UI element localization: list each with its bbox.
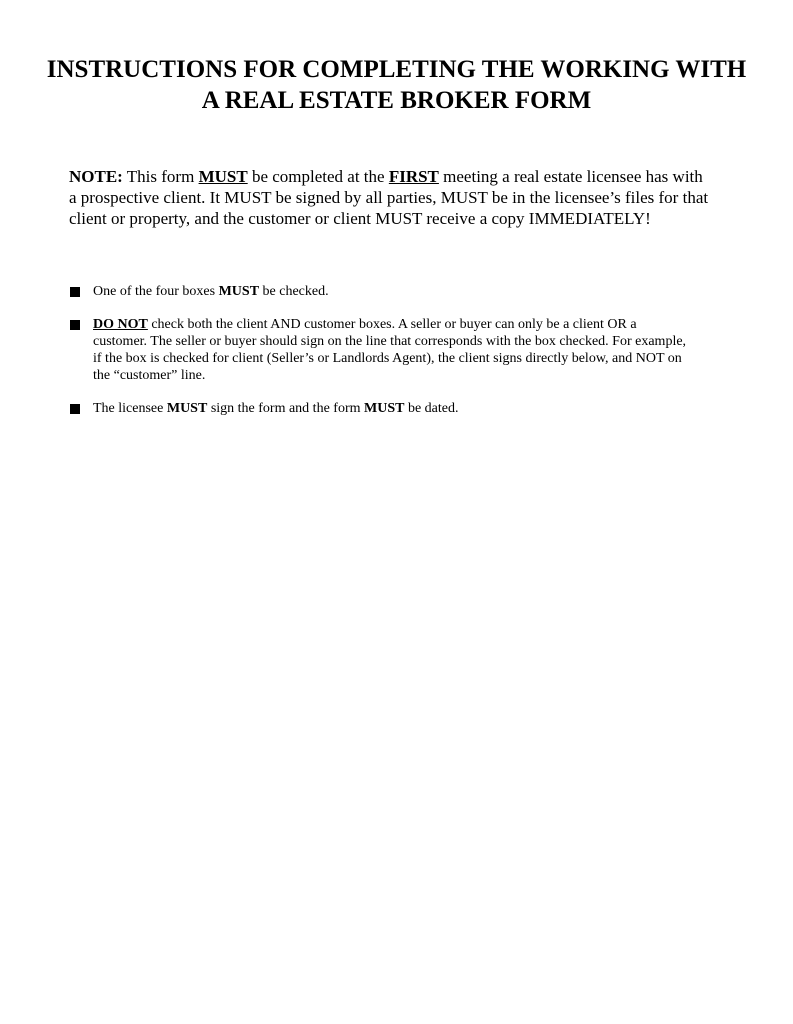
note-text-1: This form [122, 167, 199, 186]
note-line-1 [69, 166, 759, 187]
must-emphasis: MUST [218, 284, 260, 299]
instruction-line: the “customer” line. [93, 368, 206, 383]
instruction-text: One of the four boxes [93, 284, 219, 299]
instruction-text: be dated. [404, 401, 459, 416]
must-emphasis: MUST [364, 401, 405, 416]
note-paragraph [69, 166, 759, 229]
instruction-item-boxes [69, 283, 759, 300]
instruction-item-do-not [69, 316, 759, 384]
title-line-2: A REAL ESTATE BROKER FORM [201, 87, 592, 114]
page-title [10, 54, 783, 116]
instruction-text: sign the form and the form [207, 401, 364, 416]
instruction-line: if the box is checked for client (Seller’s or Landlords Agent), the client signs directly below, and NOT on [93, 351, 682, 366]
instruction-text: check both the client AND customer boxes. A seller or buyer can only be a client OR a [147, 317, 637, 332]
instruction-line [93, 400, 759, 417]
instruction-item-sign-date [69, 400, 759, 417]
do-not-emphasis: DO NOT [93, 317, 148, 332]
instruction-text: be checked. [259, 284, 329, 299]
instruction-line: customer. The seller or buyer should sign on the line that corresponds with the box checked. For example, [93, 334, 687, 349]
note-must-emphasis: MUST [198, 167, 248, 186]
note-label: NOTE: [69, 167, 123, 186]
instruction-line [93, 316, 759, 333]
instruction-text: The licensee [93, 401, 167, 416]
instruction-line [93, 283, 759, 300]
must-emphasis: MUST [166, 401, 208, 416]
square-bullet-icon [70, 287, 80, 297]
note-text-3: meeting a real estate licensee has with [438, 167, 703, 186]
instruction-list [69, 283, 759, 417]
square-bullet-icon [70, 320, 80, 330]
note-first-emphasis: FIRST [388, 167, 439, 186]
note-text-2: be completed at the [247, 167, 389, 186]
note-line-2: a prospective client. It MUST be signed by all parties, MUST be in the licensee’s files for that [69, 188, 709, 207]
note-line-3: client or property, and the customer or client MUST receive a copy IMMEDIATELY! [69, 209, 651, 228]
title-line-1: INSTRUCTIONS FOR COMPLETING THE WORKING WITH [46, 56, 747, 83]
square-bullet-icon [70, 404, 80, 414]
